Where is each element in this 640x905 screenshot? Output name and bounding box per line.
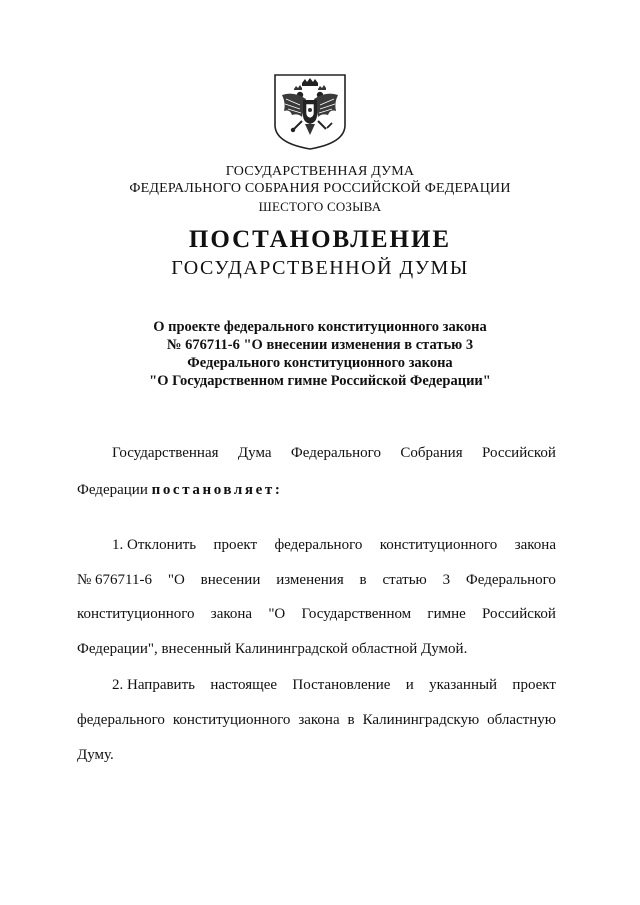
paragraph-2-line-1	[112, 675, 556, 695]
word: статью	[382, 572, 427, 588]
preamble-line-2	[77, 480, 556, 500]
word: внесении	[200, 572, 261, 588]
word: проект	[213, 537, 258, 553]
paragraph-2-line-2	[77, 710, 556, 730]
word: Федерального	[465, 572, 556, 588]
word: конституционного	[379, 537, 498, 553]
preamble-start: Федерации	[77, 482, 148, 498]
word: конституционного	[172, 712, 291, 728]
word: настоящее	[210, 677, 278, 693]
word: закона	[514, 537, 556, 553]
word: и	[405, 677, 414, 693]
word: № 676711-6	[77, 572, 152, 588]
word: "О	[167, 572, 185, 588]
operative-verb: постановляет:	[151, 482, 283, 498]
word: федерального	[274, 537, 363, 553]
paragraph-1-line-2	[77, 570, 556, 590]
word: федерального	[77, 712, 165, 728]
state-emblem-icon	[272, 73, 348, 151]
document-issuer-title: ГОСУДАРСТВЕННОЙ ДУМЫ	[171, 257, 469, 279]
word: в	[359, 572, 367, 588]
subject-line-4: "О Государственном гимне Российской Федерации"	[149, 373, 491, 389]
word: 2. Направить	[112, 677, 195, 693]
word: Постановление	[292, 677, 391, 693]
subject-line-2: № 676711-6 "О внесении изменения в статью 3	[166, 337, 474, 353]
word: Калининградскую	[362, 712, 480, 728]
paragraph-1-line-4: Федерации", внесенный Калининградской областной Думой.	[77, 641, 468, 657]
subject-line-1: О проекте федерального конституционного закона	[153, 319, 487, 335]
word: Российской	[482, 445, 556, 461]
paragraph-1-line-1	[112, 535, 556, 555]
word: Дума	[237, 445, 272, 461]
word: Российской	[482, 606, 556, 622]
word: Государственная	[112, 445, 219, 461]
document-type-title: ПОСТАНОВЛЕНИЕ	[188, 226, 452, 253]
preamble-line-1	[112, 443, 556, 463]
word: закона	[210, 606, 253, 622]
word: Федерального	[290, 445, 381, 461]
word: проект	[512, 677, 556, 693]
word: 1. Отклонить	[112, 537, 197, 553]
subject-line-3: Федерального конституционного закона	[187, 355, 453, 371]
word: Собрания	[400, 445, 463, 461]
word: закона	[298, 712, 340, 728]
org-line-convocation: ШЕСТОГО СОЗЫВА	[258, 199, 382, 214]
word: "О	[268, 606, 286, 622]
word: гимне	[427, 606, 466, 622]
word: изменения	[276, 572, 344, 588]
paragraph-1-line-3	[77, 604, 556, 624]
word: указанный	[429, 677, 498, 693]
org-line-duma: ГОСУДАРСТВЕННАЯ ДУМА	[225, 164, 415, 179]
word: в	[347, 712, 355, 728]
org-line-federal-assembly: ФЕДЕРАЛЬНОГО СОБРАНИЯ РОССИЙСКОЙ ФЕДЕРАЦИИ	[129, 181, 511, 196]
word: областную	[487, 712, 556, 728]
word: конституционного	[77, 606, 195, 622]
word: Государственном	[301, 606, 412, 622]
paragraph-2-line-3: Думу.	[77, 747, 114, 763]
word: 3	[442, 572, 451, 588]
